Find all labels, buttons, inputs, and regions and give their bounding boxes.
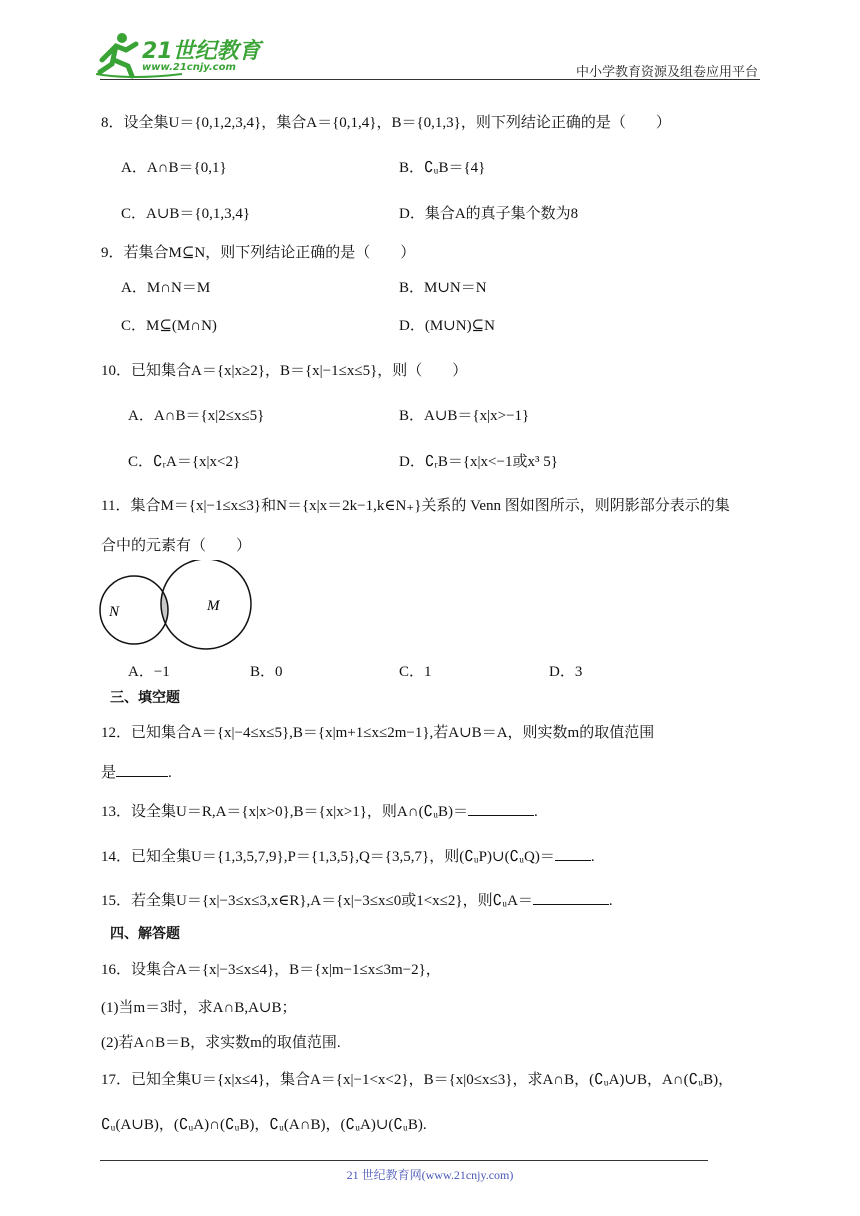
q8-option-d: D．集合A的真子集个数为8 [399, 206, 579, 222]
q12-answer-blank [116, 762, 168, 777]
footer-site: 21 世纪教育网(www.21cnjy.com) [346, 1168, 514, 1182]
q12-line1: 12．已知集合A＝{x|−4≤x≤5},B＝{x|m+1≤x≤2m−1},若A∪B＝A，则实数m的取值范围 [101, 725, 655, 741]
q11-option-c: C．1 [399, 664, 432, 680]
header-divider [100, 79, 760, 80]
q16-part1: (1)当m＝3时，求A∩B,A∪B； [101, 1000, 297, 1016]
site-logo [92, 30, 262, 80]
venn-label-m: M [207, 598, 220, 614]
q10-option-d: D．∁ᵣB＝{x|x<−1或x³ 5} [399, 454, 558, 470]
q10-option-c: C．∁ᵣA＝{x|x<2} [128, 454, 241, 470]
q13-text: 13．设全集U＝R,A＝{x|x>0},B＝{x|x>1}，则A∩(∁ᵤB)＝ [101, 804, 469, 820]
q15-text: 15．若全集U＝{x|−3≤x≤3,x∈R},A＝{x|−3≤x≤0或1<x≤2}，则∁ᵤA＝ [101, 893, 533, 909]
q16-stem: 16．设集合A＝{x|−3≤x≤4}，B＝{x|m−1≤x≤3m−2}， [101, 962, 441, 978]
q14-answer-blank [555, 846, 591, 861]
q9-stem: 9．若集合M⊆N，则下列结论正确的是（ ） [101, 245, 416, 261]
venn-circle-m [161, 560, 251, 649]
q11-option-b: B．0 [250, 664, 283, 680]
logo-title: 21世纪教育 [142, 39, 261, 64]
q15: 15．若全集U＝{x|−3≤x≤3,x∈R},A＝{x|−3≤x≤0或1<x≤2}，则∁ᵤA＝ . [101, 889, 613, 910]
q9-option-a: A．M∩N＝M [121, 280, 211, 296]
q15-answer-blank [533, 890, 609, 905]
logo-url: www.21cnjy.com [142, 62, 236, 73]
q11-option-a: A．−1 [128, 664, 170, 680]
venn-diagram [96, 560, 256, 650]
section-solve: 四、解答题 [110, 926, 180, 942]
q11-option-d: D．3 [549, 664, 583, 680]
footer-divider [100, 1160, 708, 1161]
q8-option-b: B．∁ᵤB＝{4} [399, 160, 486, 176]
q11-stem-line1: 11．集合M＝{x|−1≤x≤3}和N＝{x|x＝2k−1,k∈N₊}关系的 Venn 图如图所示，则阴影部分表示的集 [101, 498, 730, 514]
q11-stem-line2: 合中的元素有（ ） [101, 538, 252, 554]
q14: 14．已知全集U＝{1,3,5,7,9},P＝{1,3,5},Q＝{3,5,7}，则(∁ᵤP)∪(∁ᵤQ)＝ . [101, 845, 595, 866]
q10-option-b: B．A∪B＝{x|x>−1} [399, 408, 530, 424]
q17-line2: ∁ᵤ(A∪B)，(∁ᵤA)∩(∁ᵤB)，∁ᵤ(A∩B)，(∁ᵤA)∪(∁ᵤB). [101, 1117, 427, 1133]
q17-line1: 17．已知全集U＝{x|x≤4}，集合A＝{x|−1<x<2}，B＝{x|0≤x≤3}，求A∩B，(∁ᵤA)∪B，A∩(∁ᵤB)， [101, 1072, 734, 1088]
q12-line2-text: 是 [101, 765, 117, 781]
q9-option-c: C．M⊆(M∩N) [121, 318, 217, 334]
section-fill-in: 三、填空题 [110, 690, 180, 706]
platform-name: 中小学教育资源及组卷应用平台 [575, 64, 758, 79]
q16-part2: (2)若A∩B＝B，求实数m的取值范围. [101, 1035, 341, 1051]
venn-label-n: N [109, 604, 120, 620]
q10-option-a: A．A∩B＝{x|2≤x≤5} [128, 408, 265, 424]
q13: 13．设全集U＝R,A＝{x|x>0},B＝{x|x>1}，则A∩(∁ᵤB)＝ . [101, 800, 538, 821]
q8-option-a: A．A∩B＝{0,1} [121, 160, 227, 176]
q10-stem: 10．已知集合A＝{x|x≥2}，B＝{x|−1≤x≤5}，则（ ） [101, 363, 468, 379]
q8-option-c: C．A∪B＝{0,1,3,4} [121, 206, 251, 222]
q8-stem: 8．设全集U＝{0,1,2,3,4}，集合A＝{0,1,4}，B＝{0,1,3}，则下列结论正确的是（ ） [101, 115, 671, 131]
q9-option-d: D．(M∪N)⊆N [399, 318, 495, 334]
q14-text: 14．已知全集U＝{1,3,5,7,9},P＝{1,3,5},Q＝{3,5,7}，则(∁ᵤP)∪(∁ᵤQ)＝ [101, 849, 555, 865]
q12-line2: 是 . [101, 761, 172, 782]
q13-answer-blank [468, 801, 534, 816]
q9-option-b: B．M∪N＝N [399, 280, 487, 296]
